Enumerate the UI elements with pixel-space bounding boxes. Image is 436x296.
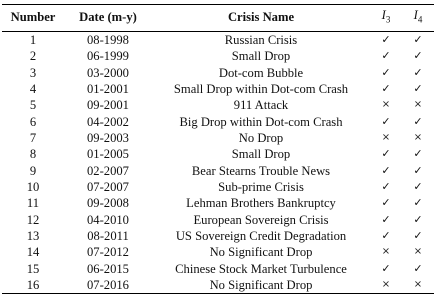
table-row xyxy=(2,261,434,277)
cell-date: 04-2010 xyxy=(87,212,129,227)
header-i4-base: I xyxy=(413,8,418,22)
table-row xyxy=(2,228,434,244)
cell-i3: ✓ xyxy=(381,81,391,95)
header-i3-sub: 3 xyxy=(385,14,391,25)
cell-i3: ✓ xyxy=(381,261,391,275)
cell-i3: ✓ xyxy=(381,163,391,177)
cell-number: 8 xyxy=(29,147,37,162)
cell-number: 12 xyxy=(26,212,40,227)
cell-number: 2 xyxy=(29,49,37,64)
cell-i4: × xyxy=(413,99,423,111)
cell-crisis-name: 911 Attack xyxy=(233,98,289,113)
cell-i3: × xyxy=(381,246,391,258)
table-row xyxy=(2,31,434,48)
crisis-table xyxy=(2,4,434,294)
cell-i4: ✓ xyxy=(413,196,423,210)
cell-i3: × xyxy=(381,99,391,111)
header-i4 xyxy=(402,5,434,32)
cell-i3: ✓ xyxy=(381,212,391,226)
cell-i3: ✓ xyxy=(381,65,391,79)
cell-number: 9 xyxy=(29,163,37,178)
cell-i4: × xyxy=(413,131,423,143)
cell-number: 13 xyxy=(26,228,40,243)
cell-i4: × xyxy=(413,246,423,258)
table-row xyxy=(2,277,434,294)
cell-date: 07-2012 xyxy=(87,245,129,260)
cell-crisis-name: US Sovereign Credit Degradation xyxy=(175,228,347,243)
cell-date: 09-2003 xyxy=(87,130,129,145)
cell-number: 14 xyxy=(26,245,40,260)
cell-crisis-name: Russian Crisis xyxy=(224,32,298,47)
cell-i4: ✓ xyxy=(413,81,423,95)
header-i3-base: I xyxy=(381,8,386,22)
cell-number: 7 xyxy=(29,130,37,145)
cell-i3: × xyxy=(381,131,391,143)
cell-i4: ✓ xyxy=(413,147,423,161)
cell-crisis-name: No Significant Drop xyxy=(209,245,313,260)
cell-crisis-name: Chinese Stock Market Turbulence xyxy=(175,261,347,276)
table-row xyxy=(2,179,434,195)
cell-i3: × xyxy=(381,279,391,291)
table-row xyxy=(2,212,434,228)
table-row xyxy=(2,81,434,97)
table-row xyxy=(2,244,434,260)
cell-crisis-name: Small Drop within Dot-com Crash xyxy=(173,81,349,96)
header-row xyxy=(2,5,434,32)
header-number: Number xyxy=(10,10,56,25)
cell-number: 5 xyxy=(29,98,37,113)
cell-date: 08-1998 xyxy=(87,32,129,47)
table-row xyxy=(2,65,434,81)
cell-date: 09-2001 xyxy=(87,98,129,113)
table-body xyxy=(2,31,434,294)
cell-number: 6 xyxy=(29,114,37,129)
table-header xyxy=(2,5,434,32)
cell-number: 15 xyxy=(26,261,40,276)
cell-number: 16 xyxy=(26,278,40,293)
cell-number: 1 xyxy=(29,32,37,47)
cell-i4: ✓ xyxy=(413,179,423,193)
cell-crisis-name: Big Drop within Dot-com Crash xyxy=(179,114,343,129)
cell-i3: ✓ xyxy=(381,49,391,63)
cell-i4: ✓ xyxy=(413,228,423,242)
cell-crisis-name: Lehman Brothers Bankruptcy xyxy=(186,196,336,211)
cell-date: 09-2008 xyxy=(87,196,129,211)
cell-i3: ✓ xyxy=(381,196,391,210)
table-row xyxy=(2,130,434,146)
cell-i4: ✓ xyxy=(413,163,423,177)
cell-i4: ✓ xyxy=(413,65,423,79)
cell-date: 01-2001 xyxy=(87,81,129,96)
cell-crisis-name: Small Drop xyxy=(231,49,291,64)
table-row xyxy=(2,195,434,211)
cell-date: 04-2002 xyxy=(87,114,129,129)
header-i3 xyxy=(370,5,402,32)
cell-i4: ✓ xyxy=(413,49,423,63)
cell-crisis-name: No Drop xyxy=(238,130,284,145)
cell-crisis-name: Sub-prime Crisis xyxy=(218,179,304,194)
cell-date: 06-2015 xyxy=(87,261,129,276)
cell-number: 3 xyxy=(29,65,37,80)
cell-date: 08-2011 xyxy=(87,228,129,243)
cell-date: 07-2007 xyxy=(87,179,129,194)
cell-crisis-name: Small Drop xyxy=(231,147,291,162)
cell-i4: ✓ xyxy=(413,114,423,128)
table-row xyxy=(2,114,434,130)
cell-i4: × xyxy=(413,279,423,291)
table-row xyxy=(2,97,434,113)
header-i4-sub: 4 xyxy=(417,14,423,25)
cell-date: 01-2005 xyxy=(87,147,129,162)
table-row xyxy=(2,163,434,179)
cell-crisis-name: No Significant Drop xyxy=(209,278,313,293)
cell-number: 10 xyxy=(26,179,40,194)
cell-crisis-name: Bear Stearns Trouble News xyxy=(191,163,331,178)
header-date: Date (m-y) xyxy=(79,10,137,25)
cell-i4: ✓ xyxy=(413,212,423,226)
table-row xyxy=(2,48,434,64)
cell-date: 07-2016 xyxy=(87,278,129,293)
cell-crisis-name: European Sovereign Crisis xyxy=(193,212,329,227)
cell-crisis-name: Dot-com Bubble xyxy=(218,65,304,80)
table-row xyxy=(2,146,434,162)
cell-date: 02-2007 xyxy=(87,163,129,178)
cell-i3: ✓ xyxy=(381,179,391,193)
cell-date: 03-2000 xyxy=(87,65,129,80)
cell-i3: ✓ xyxy=(381,147,391,161)
cell-i3: ✓ xyxy=(381,32,391,46)
cell-number: 11 xyxy=(26,196,40,211)
cell-number: 4 xyxy=(29,81,37,96)
cell-i3: ✓ xyxy=(381,114,391,128)
cell-i4: ✓ xyxy=(413,32,423,46)
cell-i3: ✓ xyxy=(381,228,391,242)
cell-i4: ✓ xyxy=(413,261,423,275)
cell-date: 06-1999 xyxy=(87,49,129,64)
header-crisis-name: Crisis Name xyxy=(227,10,295,25)
